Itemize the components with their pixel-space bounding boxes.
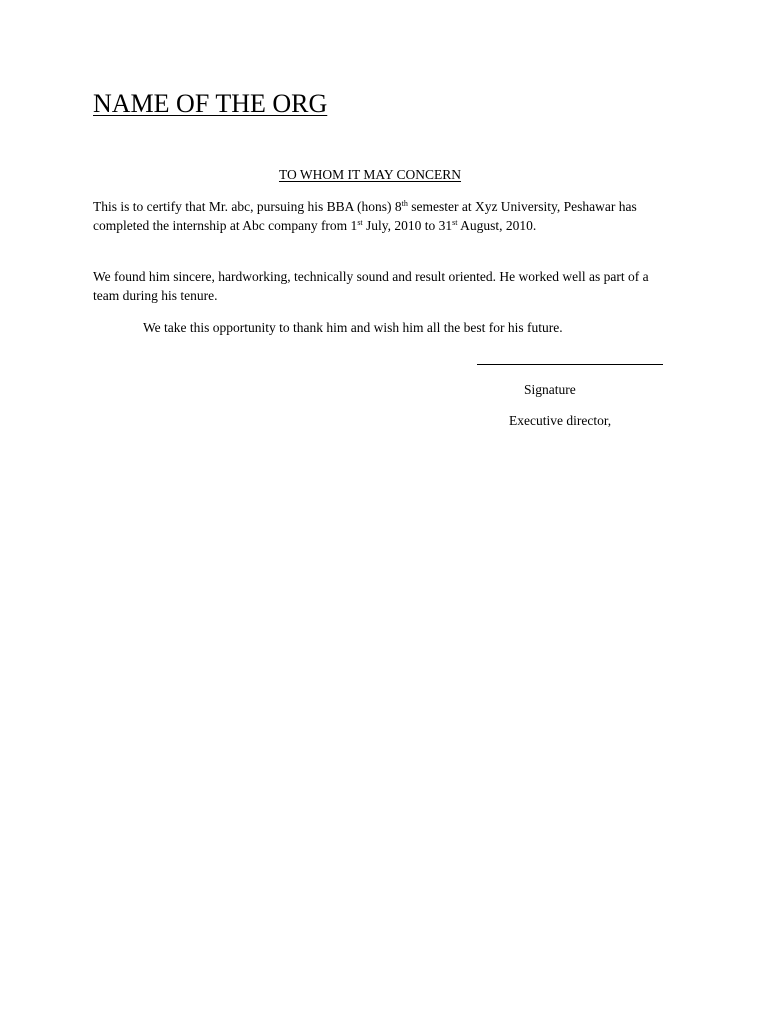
certification-text-part-2: semester at Xyz University, Peshawar has completed the internship at Abc company from 1 — [93, 199, 637, 233]
salutation-heading: TO WHOM IT MAY CONCERN — [278, 167, 462, 182]
ordinal-suffix-semester: th — [401, 199, 408, 208]
ordinal-suffix-start-date: st — [357, 218, 363, 227]
closing-paragraph: We take this opportunity to thank him and wish him all the best for his future. — [143, 320, 563, 335]
ordinal-suffix-end-date: st — [452, 218, 458, 227]
organization-name: NAME OF THE ORG — [93, 89, 328, 118]
certification-text-part-1: This is to certify that Mr. abc, pursuing his BBA (hons) 8 — [93, 199, 402, 214]
certification-paragraph — [93, 197, 668, 235]
signature-line — [477, 364, 663, 365]
signatory-title: Executive director, — [509, 413, 612, 428]
evaluation-paragraph: We found him sincere, hardworking, technically sound and result oriented. He worked well as part of a team during his tenure. — [93, 269, 649, 303]
certification-text-part-3: July, 2010 to 31 — [362, 218, 453, 233]
signature-label: Signature — [524, 382, 576, 397]
certification-text-part-4: August, 2010. — [457, 218, 537, 233]
